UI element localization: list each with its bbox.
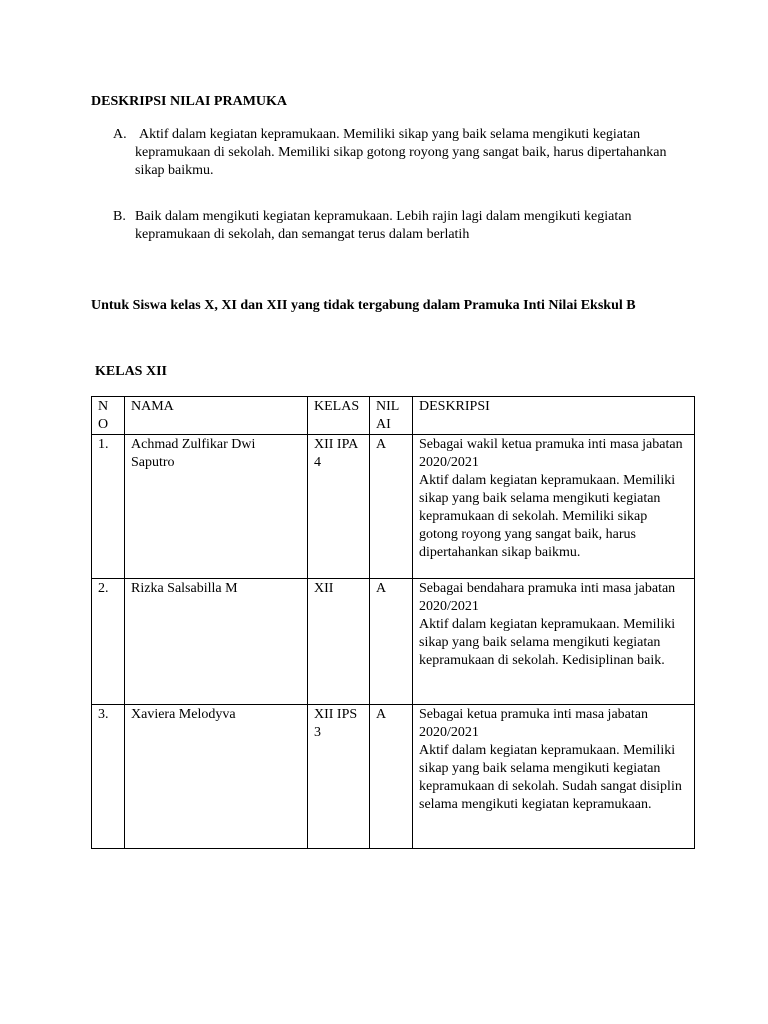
deskripsi-role: Sebagai wakil ketua pramuka inti masa jabatan 2020/2021: [419, 437, 683, 470]
deskripsi-body: Aktif dalam kegiatan kepramukaan. Memiliki sikap yang baik selama mengikuti kegiatan kepramukaan di sekolah. Kedisiplinan baik.: [419, 617, 676, 668]
header-nama: NAMA: [125, 397, 308, 435]
document-title: DESKRIPSI NILAI PRAMUKA: [91, 94, 288, 109]
table-row: [92, 705, 695, 849]
deskripsi-role: Sebagai bendahara pramuka inti masa jabatan 2020/2021: [419, 581, 676, 614]
cell-nama: Achmad Zulfikar Dwi Saputro: [125, 435, 308, 579]
grade-description-text: Aktif dalam kegiatan kepramukaan. Memiliki sikap yang baik selama mengikuti kegiatan kepramukaan di sekolah. Memiliki sikap gotong royong yang sangat baik, harus dipertahankan sikap baikmu.: [135, 127, 667, 178]
note-text: Untuk Siswa kelas X, XI dan XII yang tidak tergabung dalam Pramuka Inti Nilai Ekskul B: [91, 298, 636, 313]
cell-nama: Xaviera Melodyva: [125, 705, 308, 849]
header-nilai: NILAI: [370, 397, 413, 435]
grade-description-a: [113, 126, 693, 180]
header-no: NO: [92, 397, 125, 435]
header-deskripsi: DESKRIPSI: [413, 397, 695, 435]
class-heading: KELAS XII: [95, 364, 167, 379]
cell-no: 1.: [92, 435, 125, 579]
cell-nilai: A: [370, 705, 413, 849]
grade-description-b: [113, 208, 693, 244]
student-grade-table: [91, 396, 695, 849]
cell-nilai: A: [370, 579, 413, 705]
cell-kelas: XII IPS 3: [308, 705, 370, 849]
table-header-row: [92, 397, 695, 435]
list-marker: A.: [113, 127, 127, 142]
grade-description-text: Baik dalam mengikuti kegiatan kepramukaan. Lebih rajin lagi dalam mengikuti kegiatan kepramukaan di sekolah, dan semangat terus dalam berlatih: [135, 209, 632, 242]
deskripsi-role: Sebagai ketua pramuka inti masa jabatan 2020/2021: [419, 707, 648, 740]
cell-deskripsi: [413, 579, 695, 705]
cell-nilai: A: [370, 435, 413, 579]
header-kelas: KELAS: [308, 397, 370, 435]
cell-deskripsi: [413, 435, 695, 579]
cell-no: 3.: [92, 705, 125, 849]
deskripsi-body: Aktif dalam kegiatan kepramukaan. Memiliki sikap yang baik selama mengikuti kegiatan kepramukaan di sekolah. Sudah sangat disiplin selama mengikuti kegiatan kepramukaan.: [419, 743, 682, 812]
deskripsi-body: Aktif dalam kegiatan kepramukaan. Memiliki sikap yang baik selama mengikuti kegiatan kepramukaan di sekolah. Memiliki sikap gotong royong yang sangat baik, harus dipertahankan sikap baikmu.: [419, 473, 676, 560]
cell-no: 2.: [92, 579, 125, 705]
table-row: [92, 579, 695, 705]
cell-deskripsi: [413, 705, 695, 849]
list-marker: B.: [113, 209, 126, 224]
table-row: [92, 435, 695, 579]
cell-kelas: XII IPA 4: [308, 435, 370, 579]
cell-nama: Rizka Salsabilla M: [125, 579, 308, 705]
cell-kelas: XII: [308, 579, 370, 705]
